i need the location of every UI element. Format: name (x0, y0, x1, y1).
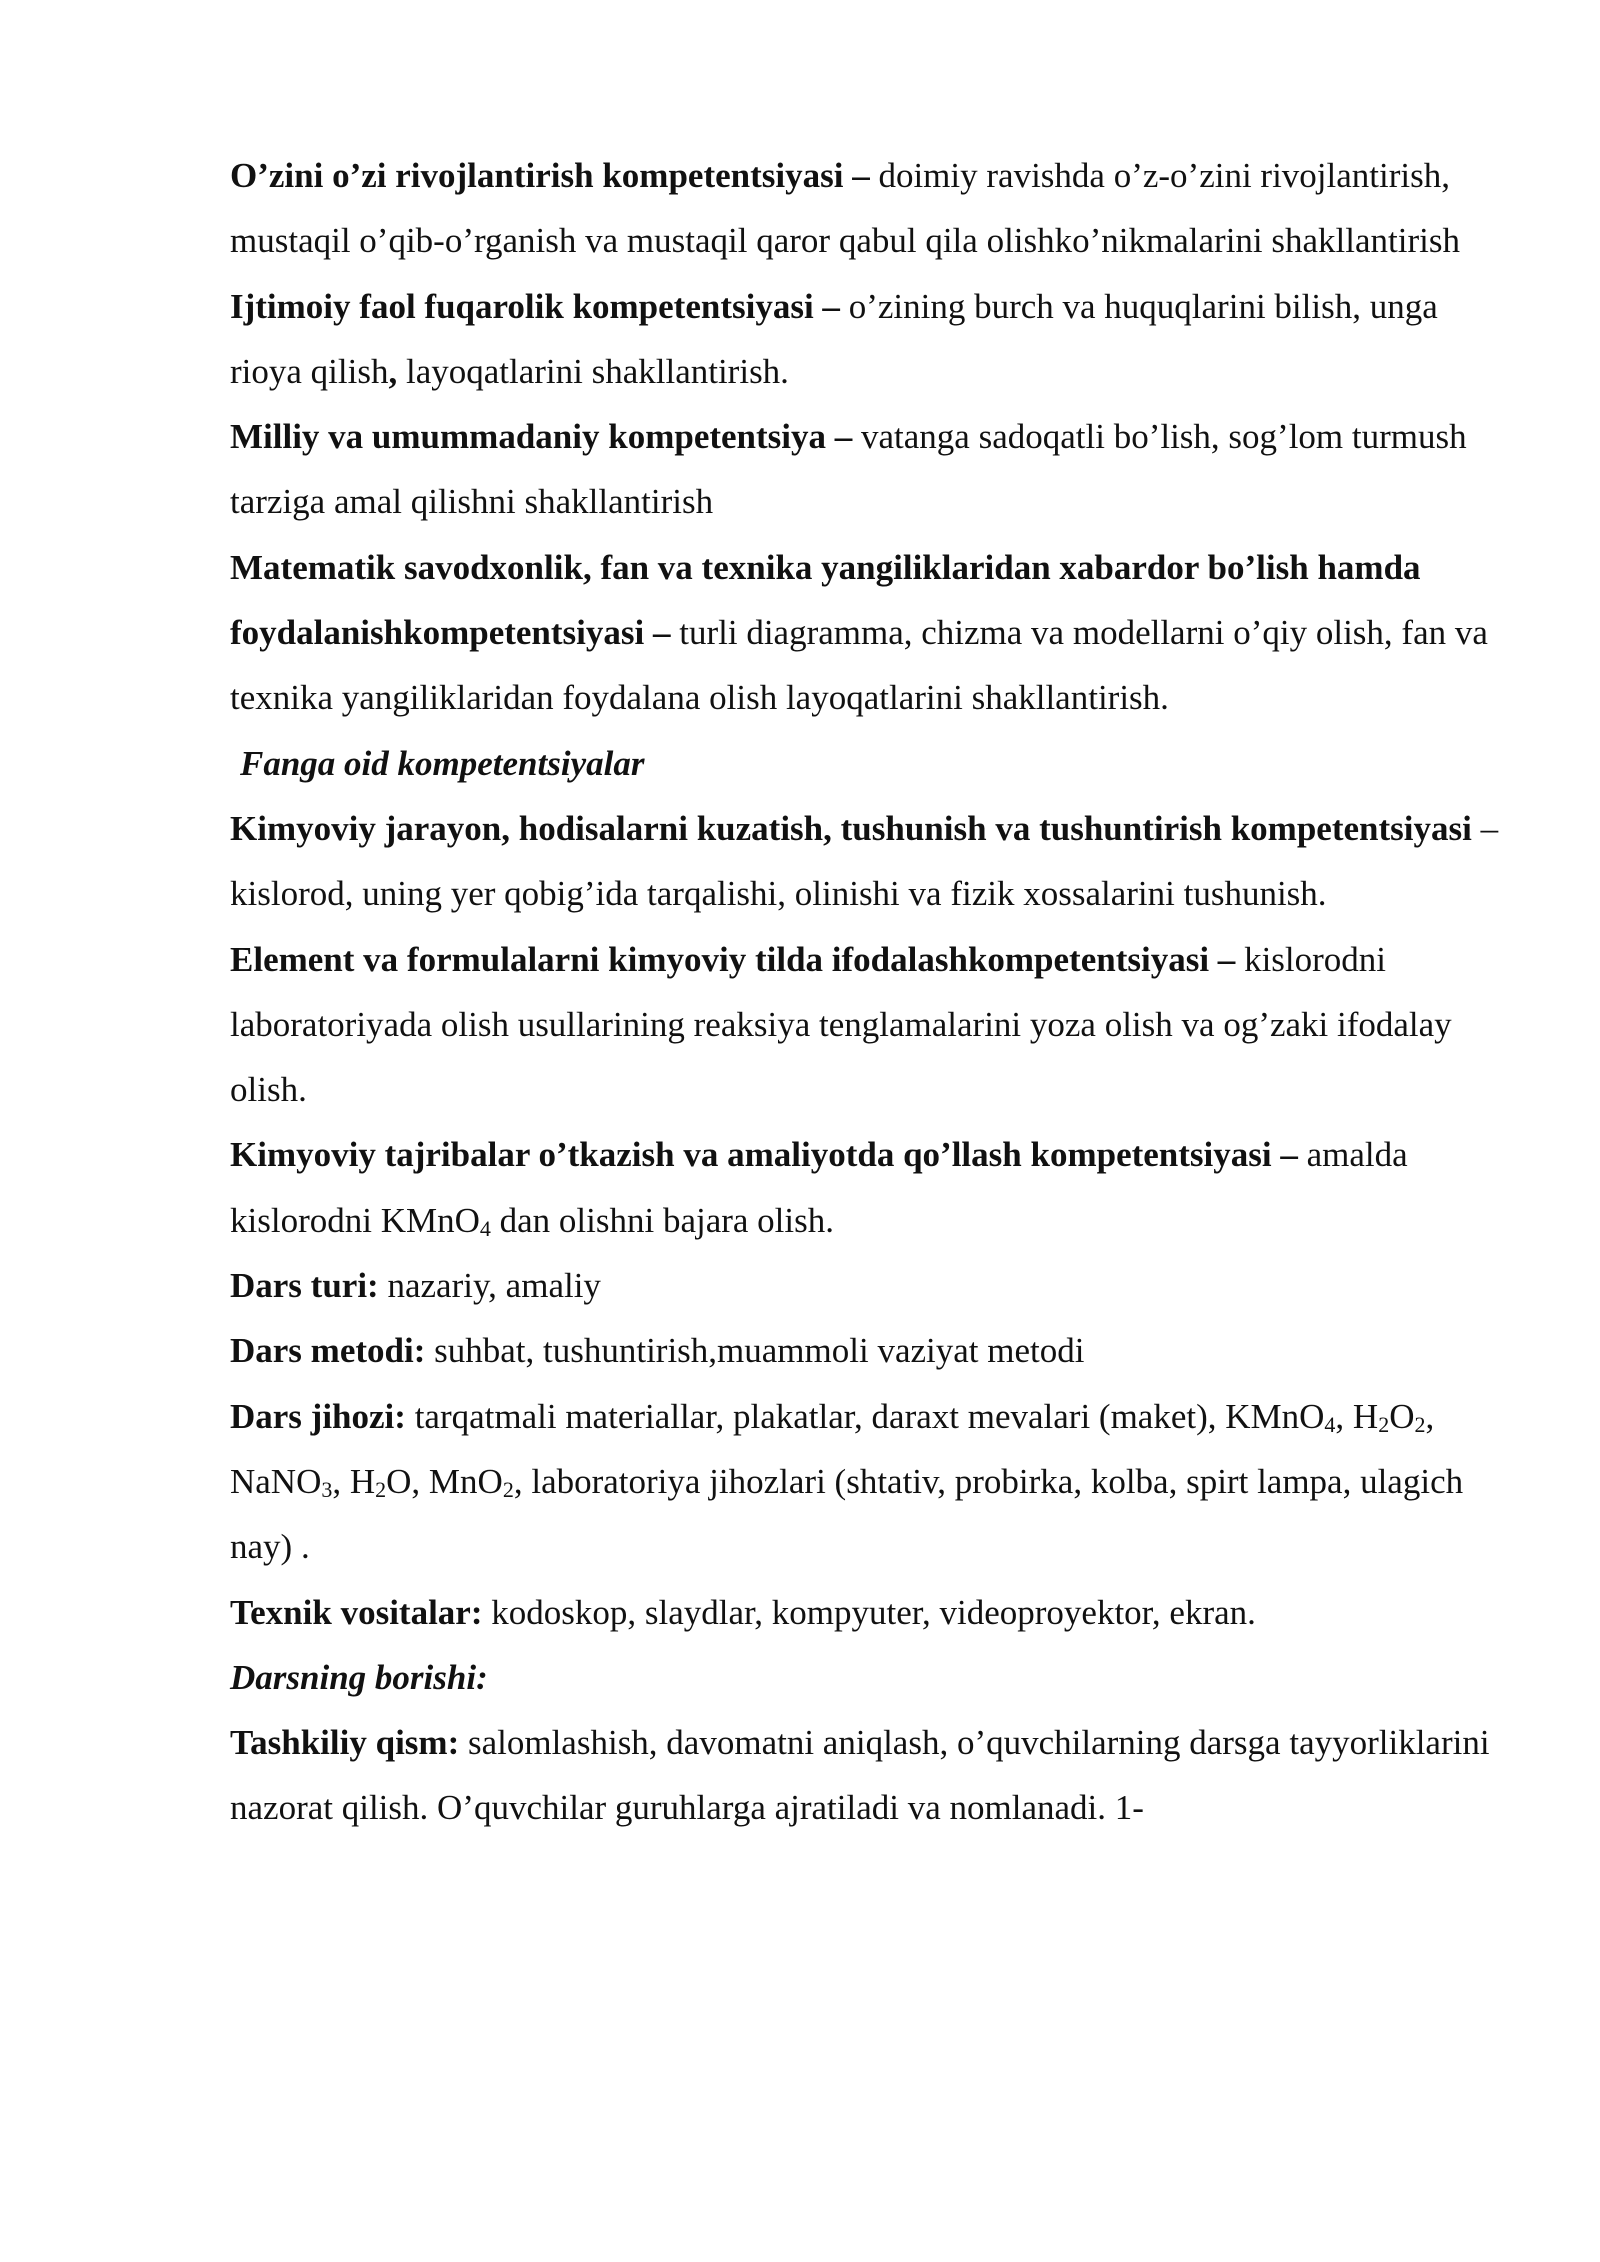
paragraph-dars-metodi (230, 1318, 1500, 1383)
subscript-digit: 2 (1414, 1411, 1426, 1437)
body-text: , H (1335, 1396, 1379, 1436)
subscript-digit: 4 (1324, 1411, 1336, 1437)
body-text: O, MnO (386, 1461, 503, 1501)
paragraph-ijtimoiy (230, 274, 1500, 405)
italic-heading: Fanga oid kompetentsiyalar (240, 743, 645, 783)
bold-term: Tashkiliy qism: (230, 1723, 460, 1763)
body-text: tarqatmali materiallar, plakatlar, daraxt mevalari (maket), KMnO (405, 1396, 1325, 1436)
body-text: doimiy ravishda o’z-o’zini rivojlantirish, mustaqil o’qib-o’rganish va mustaqil qaror qabul qila olishko’nikmalarini shakllantirish (230, 156, 1460, 261)
body-text: kodoskop, slaydlar, kompyuter, videoproyektor, ekran. (482, 1592, 1256, 1632)
bold-term: Dars turi: (230, 1266, 379, 1306)
paragraph-darsning-borishi (230, 1645, 1500, 1710)
body-text: vatanga sadoqatli bo’lish, sog’lom turmush tarziga amal qilishni shakllantirish (230, 417, 1467, 522)
bold-term: Milliy va umummadaniy kompetentsiya – (230, 417, 853, 457)
body-text: , laboratoriya jihozlari (shtativ, probirka, kolba, spirt lampa, ulagich nay) . (230, 1461, 1464, 1567)
body-text: O (1389, 1396, 1415, 1436)
bold-term: , (388, 351, 398, 391)
bold-term: Texnik vositalar: (230, 1592, 483, 1632)
bold-term: Kimyoviy tajribalar o’tkazish va amaliyotda qo’llash kompetentsiyasi – (230, 1135, 1298, 1175)
italic-heading: Darsning borishi: (230, 1657, 488, 1697)
body-text: , H (332, 1461, 376, 1501)
paragraph-fanga-oid (230, 731, 1500, 796)
bold-term: Matematik savodxonlik, fan va texnika yangiliklaridan xabardor bo’lish hamda foydalanishkompetentsiyasi – (230, 547, 1421, 653)
subscript-digit: 2 (1378, 1411, 1390, 1437)
subscript-digit: 2 (502, 1476, 514, 1502)
paragraph-kimyoviy-jarayon (230, 796, 1500, 927)
body-text: turli diagramma, chizma va modellarni o’qiy olish, fan va texnika yangiliklaridan foydalana olish layoqatlarini shakllantirish. (230, 613, 1488, 718)
body-text: dan olishni bajara olish. (490, 1200, 835, 1240)
body-text: amalda kislorodni KMnO (230, 1135, 1408, 1240)
body-text: salomlashish, davomatni aniqlash, o’quvchilarning darsga tayyorliklarini nazorat qilish. O’quvchilar guruhlarga ajratiladi va nomlanadi. 1- (230, 1723, 1490, 1828)
body-text: , NaNO (230, 1396, 1435, 1501)
subscript-digit: 4 (479, 1215, 491, 1241)
paragraph-element-formula (230, 927, 1500, 1123)
paragraph-ozini-ozi (230, 143, 1500, 274)
paragraph-matematik (230, 535, 1500, 731)
bold-term: Element va formulalarni kimyoviy tilda ifodalashkompetentsiyasi – (230, 939, 1236, 979)
paragraph-kimyoviy-tajriba (230, 1122, 1500, 1253)
body-text: kislorodni laboratoriyada olish usullarining reaksiya tenglamalarini yoza olish va og’zaki ifodalay olish. (230, 939, 1452, 1110)
body-text: suhbat, tushuntirish,muammoli vaziyat metodi (425, 1331, 1085, 1371)
body-text: o’zining burch va huquqlarini bilish, unga rioya qilish (230, 286, 1438, 391)
bold-term: Dars jihozi: (230, 1396, 406, 1436)
paragraph-dars-jihozi (230, 1384, 1500, 1580)
subscript-digit: 3 (321, 1476, 333, 1502)
bold-term: Ijtimoiy faol fuqarolik kompetentsiyasi – (230, 286, 840, 326)
paragraph-tashkiliy-qism (230, 1710, 1500, 1841)
document-body (230, 143, 1500, 1841)
bold-term: Dars metodi: (230, 1331, 426, 1371)
paragraph-dars-turi (230, 1253, 1500, 1318)
body-text: – kislorod, uning yer qobig’ida tarqalishi, olinishi va fizik xossalarini tushunish. (230, 808, 1499, 914)
body-text: nazariy, amaliy (378, 1266, 601, 1306)
bold-term: Kimyoviy jarayon, hodisalarni kuzatish, tushunish va tushuntirish kompetentsiyasi (230, 808, 1472, 848)
paragraph-texnik-vositalar (230, 1580, 1500, 1645)
body-text: layoqatlarini shakllantirish. (397, 351, 789, 391)
bold-term: O’zini o’zi rivojlantirish kompetentsiyasi – (230, 156, 870, 195)
paragraph-milliy (230, 404, 1500, 535)
subscript-digit: 2 (375, 1476, 387, 1502)
